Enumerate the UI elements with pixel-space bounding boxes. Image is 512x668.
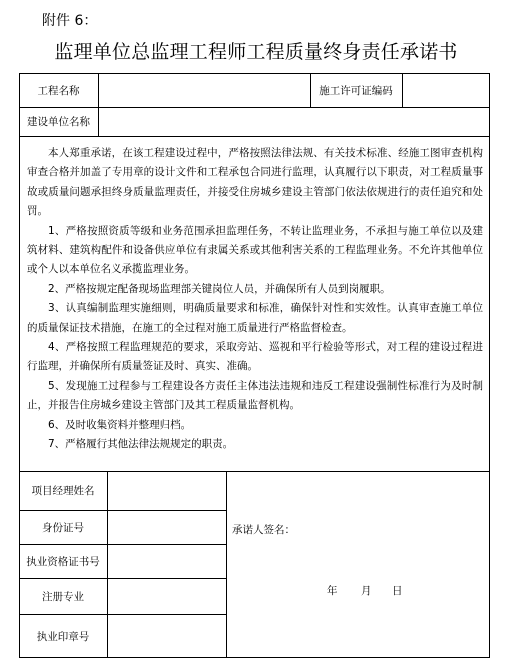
- registered-major-label: 注册专业: [42, 590, 84, 603]
- signature-field[interactable]: [292, 515, 482, 543]
- commitment-paragraph: 4、严格按照工程监理规范的要求，采取旁站、巡视和平行检验等形式，对工程的建设过程进行监理，并确保所有质量签证及时、真实、准确。: [27, 341, 483, 373]
- registered-major-field[interactable]: [108, 579, 225, 613]
- construction-unit-field[interactable]: [99, 108, 489, 135]
- commitment-text: [27, 144, 483, 455]
- attachment-label: 附件 6：: [42, 13, 98, 29]
- signer-signature-label: 承诺人签名：: [232, 523, 295, 536]
- date-day: 日: [392, 585, 403, 597]
- row-divider: [19, 136, 490, 137]
- date-year: 年: [327, 585, 338, 597]
- practice-seal-field[interactable]: [108, 615, 225, 657]
- practice-seal-label: 执业印章号: [36, 630, 90, 643]
- column-divider: [226, 471, 227, 658]
- manager-name-label: 项目经理姓名: [31, 485, 95, 497]
- manager-name-field[interactable]: [108, 472, 225, 509]
- commitment-paragraph: 2、严格按规定配备现场监理部关键岗位人员，并确保所有人员到岗履职。: [48, 282, 391, 295]
- commitment-paragraph: 3、认真编制监理实施细则，明确质量要求和标准，确保针对性和实效性。认真审查施工单位的质量保证技术措施，在施工的全过程对施工质量进行严格监督检查。: [27, 302, 483, 334]
- id-number-field[interactable]: [108, 511, 225, 543]
- commitment-paragraph: 6、及时收集资料并整理归档。: [48, 418, 192, 431]
- date-month: 月: [361, 585, 372, 597]
- construction-unit-label: 建设单位名称: [27, 116, 90, 128]
- project-name-label: 工程名称: [37, 84, 80, 97]
- project-name-field[interactable]: [99, 74, 309, 106]
- permit-field[interactable]: [403, 74, 489, 106]
- commitment-paragraph: 7、严格履行其他法律法规规定的职责。: [48, 438, 234, 451]
- commitment-paragraph: 1、严格按照资质等级和业务范围承担监理任务，不转让监理业务，不承担与施工单位以及建筑材料、建筑构配件和设备供应单位有隶属关系或其他利害关系的工程监理业务。不允许其他单位或个人以本单位名义承揽监理业务。: [27, 224, 483, 276]
- qualification-cert-field[interactable]: [108, 545, 225, 577]
- commitment-paragraph: 5、发现施工过程参与工程建设各方责任主体违法违规和违反工程建设强制性标准行为及时制止，并报告住房城乡建设主管部门及其工程质量监督机构。: [27, 379, 483, 412]
- permit-label: 施工许可证编码: [319, 84, 393, 97]
- document-title: 监理单位总监理工程师工程质量终身责任承诺书: [54, 41, 458, 63]
- id-number-label: 身份证号: [42, 521, 84, 534]
- commitment-paragraph: 本人郑重承诺，在该工程建设过程中，严格按照法律法规、有关技术标准、经施工图审查机构审查合格并加盖了专用章的设计文件和工程承包合同进行监理，认真履行以下职责，对工程质量事故或质量问题承担终身质量监理责任，并接受住房城乡建设主管部门依法依规进行的责任追究和处罚。: [27, 147, 483, 218]
- qualification-cert-label: 执业资格证书号: [26, 555, 100, 568]
